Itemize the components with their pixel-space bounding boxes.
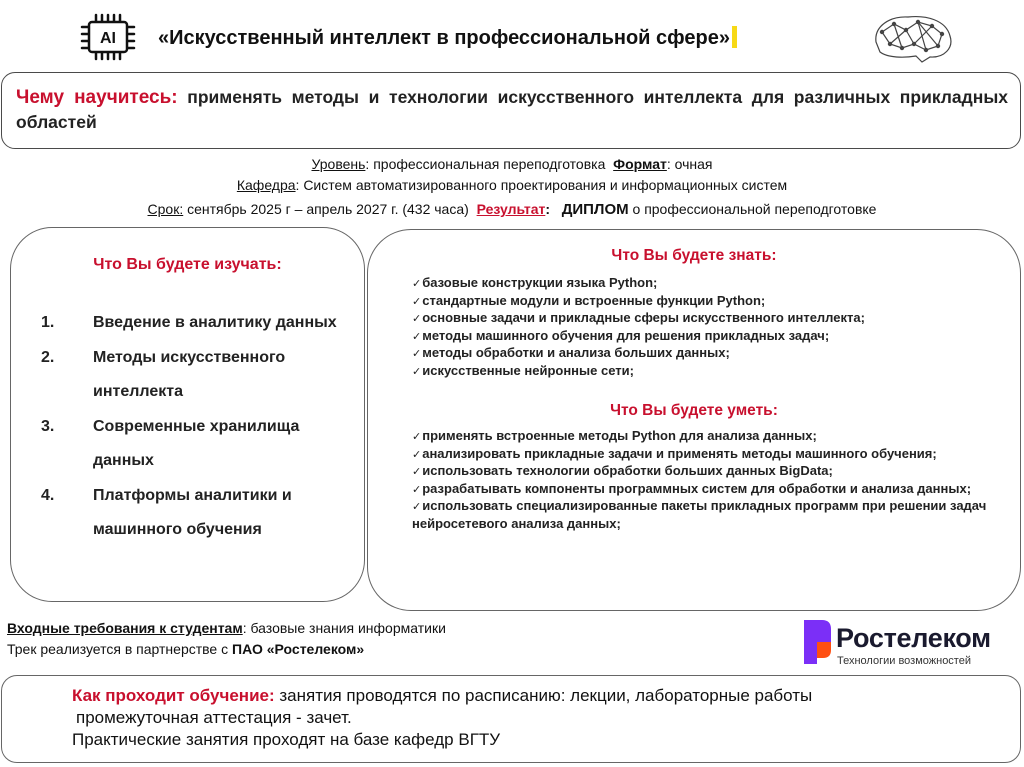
info-row-level: Уровень: профессиональная переподготовка Формат: очная — [311, 156, 713, 172]
requirements-line: Входные требования к студентам: базовые знания информатики — [7, 620, 446, 636]
ai-logo-label: AI — [100, 30, 116, 47]
rostelecom-logo — [800, 614, 1000, 672]
how-text — [72, 685, 972, 751]
how-line-3: Практические занятия проходят на базе кафедр ВГТУ — [72, 730, 501, 749]
partner-name: Ростелеком — [836, 623, 991, 653]
list-item: 1. Введение в аналитику данных — [41, 314, 337, 331]
list-item: ✓ использовать технологии обработки больших данных BigData; — [412, 463, 992, 481]
list-item: ✓ анализировать прикладные задачи и применять методы машинного обучения; — [412, 446, 992, 464]
list-item: ✓ основные задачи и прикладные сферы искусственного интеллекта; — [412, 310, 992, 328]
info-row-term: Срок: сентябрь 2025 г – апрель 2027 г. (432 часа) Результат: ДИПЛОМ о профессиональной переподготовке — [147, 201, 877, 218]
how-line-2: промежуточная аттестация - зачет. — [76, 708, 352, 727]
list-item: ✓ использовать специализированные пакеты прикладных программ при решении задач нейросетевого анализа данных; — [412, 498, 992, 532]
study-list — [41, 306, 351, 548]
know-list — [412, 275, 992, 380]
list-item: ✓ стандартные модули и встроенные функции Python; — [412, 293, 992, 311]
list-item: ✓ искусственные нейронные сети; — [412, 363, 992, 381]
study-title: Что Вы будете изучать: — [93, 256, 282, 273]
list-item: ✓ применять встроенные методы Python для анализа данных; — [412, 428, 992, 446]
info-row-dept: Кафедра: Систем автоматизированного проектирования и информационных систем — [236, 177, 788, 193]
learn-text: Чему научитесь: применять методы и технологии искусственного интеллекта для различных прикладных областей — [16, 87, 1009, 132]
know-title: Что Вы будете знать: — [611, 247, 777, 264]
title-marker — [732, 26, 737, 48]
ai-chip-icon — [78, 12, 136, 62]
list-item: 4. Платформы аналитики и машинного обучения — [41, 487, 292, 538]
partner-tagline: Технологии возможностей — [837, 655, 971, 667]
brain-network-icon — [868, 12, 956, 64]
skills-list — [412, 428, 992, 532]
list-item: ✓ методы обработки и анализа больших данных; — [412, 345, 992, 363]
how-box — [1, 675, 1021, 763]
know-skills-box — [367, 229, 1021, 611]
how-line-1: Как проходит обучение: занятия проводятся по расписанию: лекции, лабораторные работы — [72, 686, 813, 705]
skills-title: Что Вы будете уметь: — [610, 402, 778, 419]
list-item: ✓ базовые конструкции языка Python; — [412, 275, 992, 293]
header — [78, 12, 998, 62]
page-title: «Искусственный интеллект в профессиональной сфере» — [158, 26, 737, 50]
partner-line: Трек реализуется в партнерстве с ПАО «Ростелеком» — [7, 641, 365, 657]
list-item: ✓ разрабатывать компоненты программных систем для обработки и анализа данных; — [412, 481, 992, 499]
study-box — [10, 227, 365, 602]
learn-box — [1, 72, 1021, 149]
list-item: 2. Методы искусственного интеллекта — [41, 349, 286, 400]
list-item: ✓ методы машинного обучения для решения прикладных задач; — [412, 328, 992, 346]
program-info — [0, 154, 1024, 220]
list-item: 3. Современные хранилища данных — [41, 418, 300, 469]
rostelecom-mark-icon — [800, 616, 834, 668]
requirements — [7, 618, 446, 660]
